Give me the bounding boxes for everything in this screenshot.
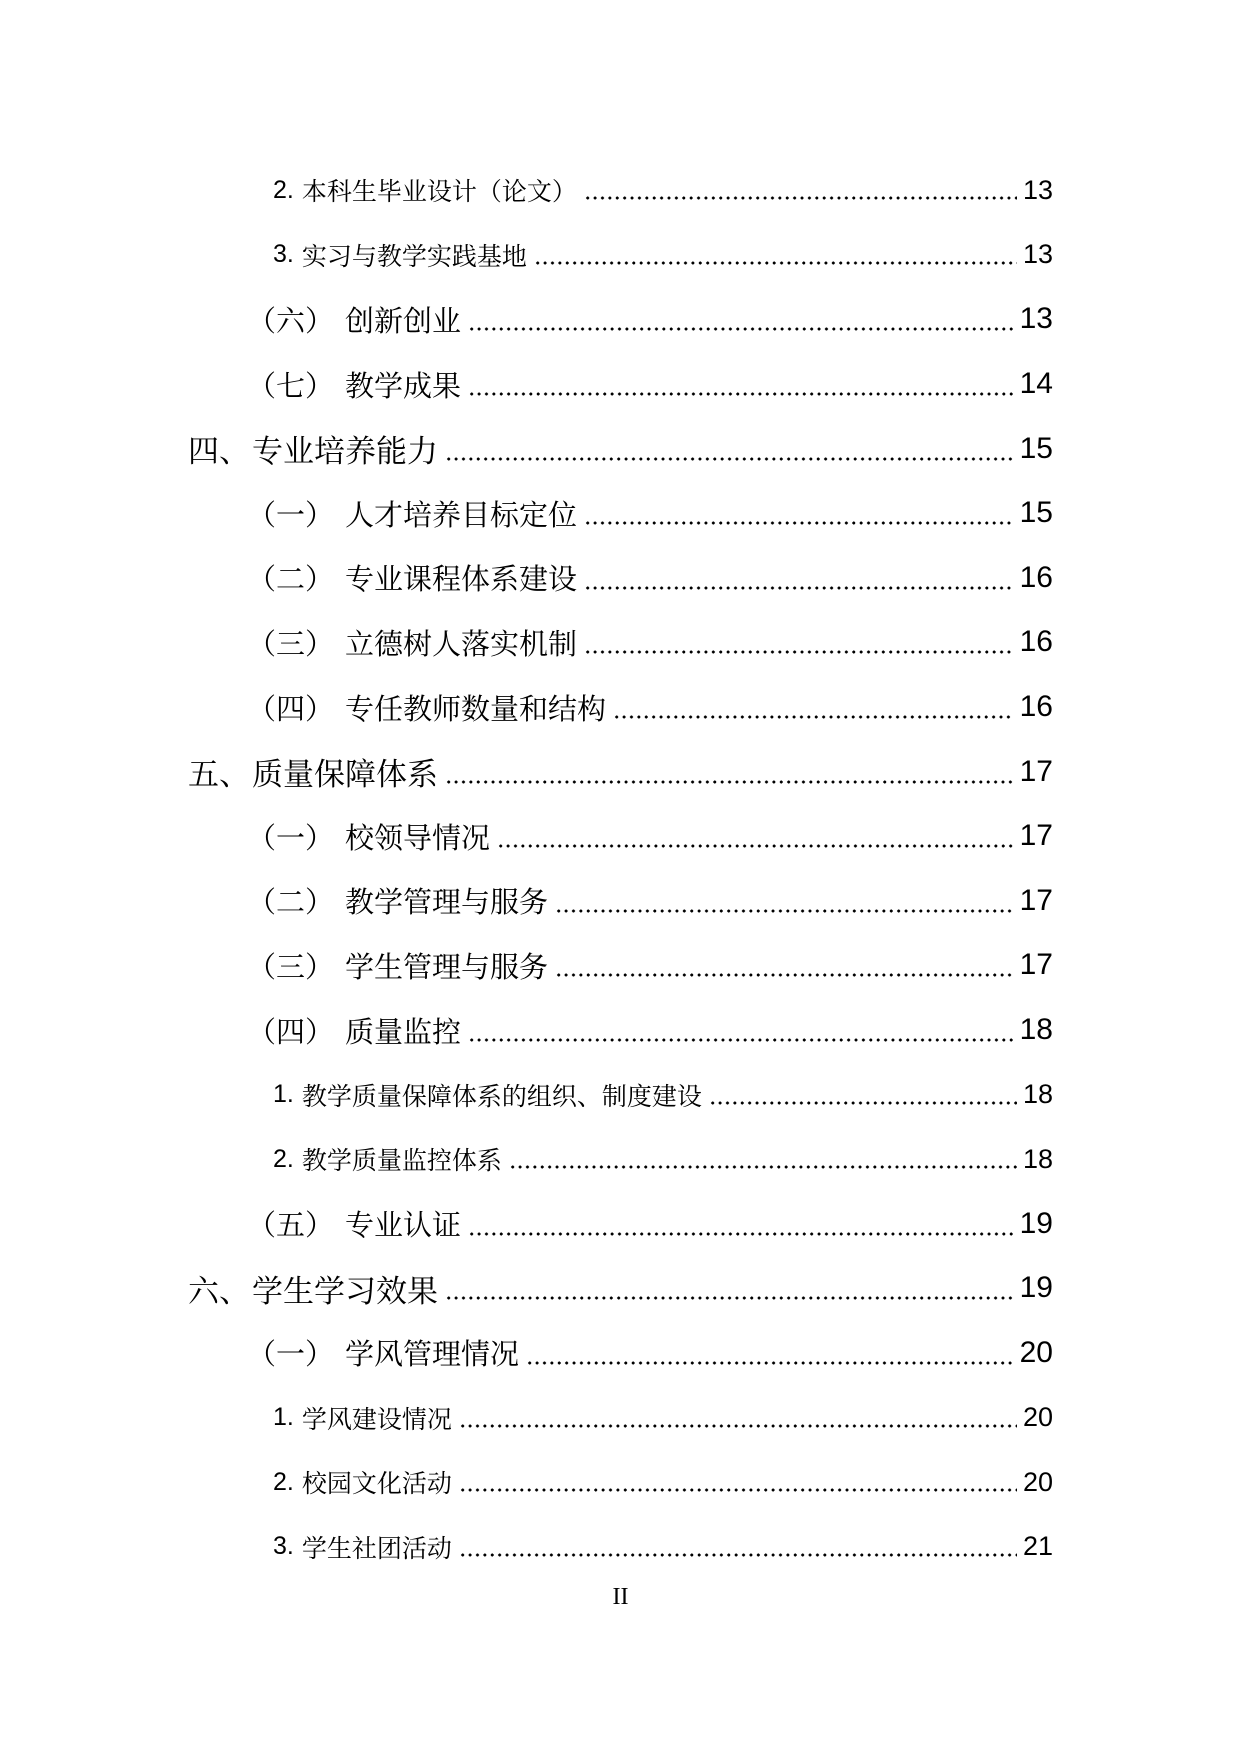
toc-page-number: 14 bbox=[1019, 367, 1053, 401]
toc-page-number: 20 bbox=[1019, 1335, 1053, 1369]
toc-page-number: 15 bbox=[1019, 496, 1053, 530]
toc-entry[interactable] bbox=[188, 352, 1053, 417]
toc-page-number: 16 bbox=[1019, 625, 1053, 659]
toc-entry[interactable] bbox=[188, 546, 1053, 611]
toc-entry-number: （一） bbox=[247, 822, 335, 855]
toc-leader-dots bbox=[534, 259, 1017, 267]
toc-page-number: 17 bbox=[1019, 948, 1053, 982]
toc-leader-dots bbox=[613, 713, 1014, 721]
toc-entry[interactable] bbox=[188, 1450, 1053, 1515]
toc-leader-dots bbox=[459, 1422, 1017, 1430]
toc-entry[interactable] bbox=[188, 804, 1053, 869]
toc-leader-dots bbox=[497, 842, 1014, 850]
toc-entry-title: 教学管理与服务 bbox=[345, 887, 549, 920]
toc-entry-title: 学生学习效果 bbox=[252, 1273, 438, 1309]
toc-entry-title: 人才培养目标定位 bbox=[345, 499, 578, 532]
toc-page-number: 15 bbox=[1019, 431, 1053, 465]
toc-page-number: 21 bbox=[1022, 1531, 1053, 1562]
toc-entry-number: （三） bbox=[247, 951, 335, 984]
toc-entry-title: 校园文化活动 bbox=[301, 1470, 452, 1499]
toc-entry-title: 立德树人落实机制 bbox=[345, 628, 578, 661]
toc-leader-dots bbox=[584, 519, 1014, 527]
toc-leader-dots bbox=[555, 971, 1014, 979]
toc-entry-title: 专业培养能力 bbox=[252, 434, 438, 470]
toc-entry[interactable] bbox=[188, 481, 1053, 546]
toc-leader-dots bbox=[468, 325, 1014, 333]
toc-entry[interactable] bbox=[188, 1192, 1053, 1257]
toc-leader-dots bbox=[584, 194, 1017, 202]
toc-page-number: 13 bbox=[1019, 302, 1053, 336]
toc-entry-title: 教学质量监控体系 bbox=[301, 1147, 502, 1176]
toc-leader-dots bbox=[509, 1163, 1017, 1171]
toc-page-number: 17 bbox=[1019, 883, 1053, 917]
toc-leader-dots bbox=[468, 1036, 1014, 1044]
toc-leader-dots bbox=[584, 648, 1014, 656]
toc-entry-number: 2. bbox=[273, 175, 294, 204]
toc-entry-title: 学风管理情况 bbox=[345, 1339, 520, 1372]
toc-entry-number: （六） bbox=[247, 305, 335, 338]
toc-entry[interactable] bbox=[188, 1514, 1053, 1579]
toc-entry-number: 3. bbox=[273, 1532, 294, 1561]
page-number-footer: II bbox=[612, 1584, 629, 1611]
toc-page-number: 20 bbox=[1022, 1466, 1053, 1497]
toc-leader-dots bbox=[445, 778, 1014, 786]
toc-page-number: 13 bbox=[1022, 239, 1053, 270]
toc-entry-title: 学风建设情况 bbox=[301, 1405, 452, 1434]
toc-entry[interactable] bbox=[188, 933, 1053, 998]
toc-leader-dots bbox=[584, 584, 1014, 592]
toc-page-number: 16 bbox=[1019, 690, 1053, 724]
toc-entry-title: 实习与教学实践基地 bbox=[301, 242, 527, 271]
toc-entry-title: 学生社团活动 bbox=[301, 1534, 452, 1563]
toc-page-number: 19 bbox=[1019, 1271, 1053, 1305]
toc-page-number: 17 bbox=[1019, 819, 1053, 853]
toc-page-number: 20 bbox=[1022, 1402, 1053, 1433]
toc-entry-number: （一） bbox=[247, 1339, 335, 1372]
toc-entry-title: 创新创业 bbox=[345, 305, 462, 338]
toc-entry[interactable] bbox=[188, 1256, 1053, 1321]
toc-entry[interactable] bbox=[188, 1385, 1053, 1450]
toc-entry-number: 2. bbox=[273, 1467, 294, 1496]
toc-entry-title: 专任教师数量和结构 bbox=[345, 693, 607, 726]
toc-entry-title: 校领导情况 bbox=[345, 822, 491, 855]
toc-leader-dots bbox=[468, 1230, 1014, 1238]
toc-entry-number: （二） bbox=[247, 887, 335, 920]
toc-entry[interactable] bbox=[188, 675, 1053, 740]
toc-entry-title: 本科生毕业设计（论文） bbox=[301, 178, 577, 207]
toc-entry-number: 1. bbox=[273, 1403, 294, 1432]
toc-leader-dots bbox=[709, 1099, 1017, 1107]
toc-entry[interactable] bbox=[188, 287, 1053, 352]
toc-entry[interactable] bbox=[188, 223, 1053, 288]
toc-entry[interactable] bbox=[188, 739, 1053, 804]
toc-page-number: 16 bbox=[1019, 560, 1053, 594]
toc-entry-title: 教学质量保障体系的组织、制度建设 bbox=[301, 1082, 702, 1111]
toc-entry-number: 四、 bbox=[188, 434, 250, 470]
toc-entry[interactable] bbox=[188, 869, 1053, 934]
toc-entry-number: （五） bbox=[247, 1210, 335, 1243]
toc-entry-number: （三） bbox=[247, 628, 335, 661]
toc-entry-number: （二） bbox=[247, 564, 335, 597]
toc-entry-number: 1. bbox=[273, 1080, 294, 1109]
toc-page-number: 18 bbox=[1019, 1013, 1053, 1047]
toc-entry-number: 3. bbox=[273, 240, 294, 269]
toc-page-number: 18 bbox=[1022, 1079, 1053, 1110]
toc-page-number: 18 bbox=[1022, 1143, 1053, 1174]
toc-entry-title: 学生管理与服务 bbox=[345, 951, 549, 984]
toc-page-number: 17 bbox=[1019, 754, 1053, 788]
toc-entry[interactable] bbox=[188, 1062, 1053, 1127]
toc-page-number: 19 bbox=[1019, 1206, 1053, 1240]
toc-leader-dots bbox=[459, 1486, 1017, 1494]
toc-entry-title: 专业认证 bbox=[345, 1210, 462, 1243]
toc-list bbox=[188, 158, 1053, 1579]
toc-entry[interactable] bbox=[188, 610, 1053, 675]
toc-entry-title: 质量保障体系 bbox=[252, 757, 438, 793]
toc-leader-dots bbox=[555, 907, 1014, 915]
toc-entry[interactable] bbox=[188, 1321, 1053, 1386]
toc-entry[interactable] bbox=[188, 416, 1053, 481]
toc-entry-title: 质量监控 bbox=[345, 1016, 462, 1049]
toc-entry-title: 专业课程体系建设 bbox=[345, 564, 578, 597]
toc-entry-number: （七） bbox=[247, 370, 335, 403]
toc-entry-title: 教学成果 bbox=[345, 370, 462, 403]
toc-leader-dots bbox=[468, 390, 1014, 398]
toc-entry-number: （四） bbox=[247, 693, 335, 726]
toc-entry-number: （一） bbox=[247, 499, 335, 532]
toc-page-number: 13 bbox=[1022, 174, 1053, 205]
toc-entry-number: 五、 bbox=[188, 757, 250, 793]
toc-entry[interactable] bbox=[188, 998, 1053, 1063]
toc-leader-dots bbox=[459, 1551, 1017, 1559]
toc-leader-dots bbox=[445, 455, 1014, 463]
toc-entry-number: （四） bbox=[247, 1016, 335, 1049]
toc-leader-dots bbox=[526, 1359, 1014, 1367]
toc-entry-number: 六、 bbox=[188, 1273, 250, 1309]
toc-leader-dots bbox=[445, 1294, 1014, 1302]
toc-entry-number: 2. bbox=[273, 1144, 294, 1173]
toc-entry[interactable] bbox=[188, 158, 1053, 223]
toc-entry[interactable] bbox=[188, 1127, 1053, 1192]
